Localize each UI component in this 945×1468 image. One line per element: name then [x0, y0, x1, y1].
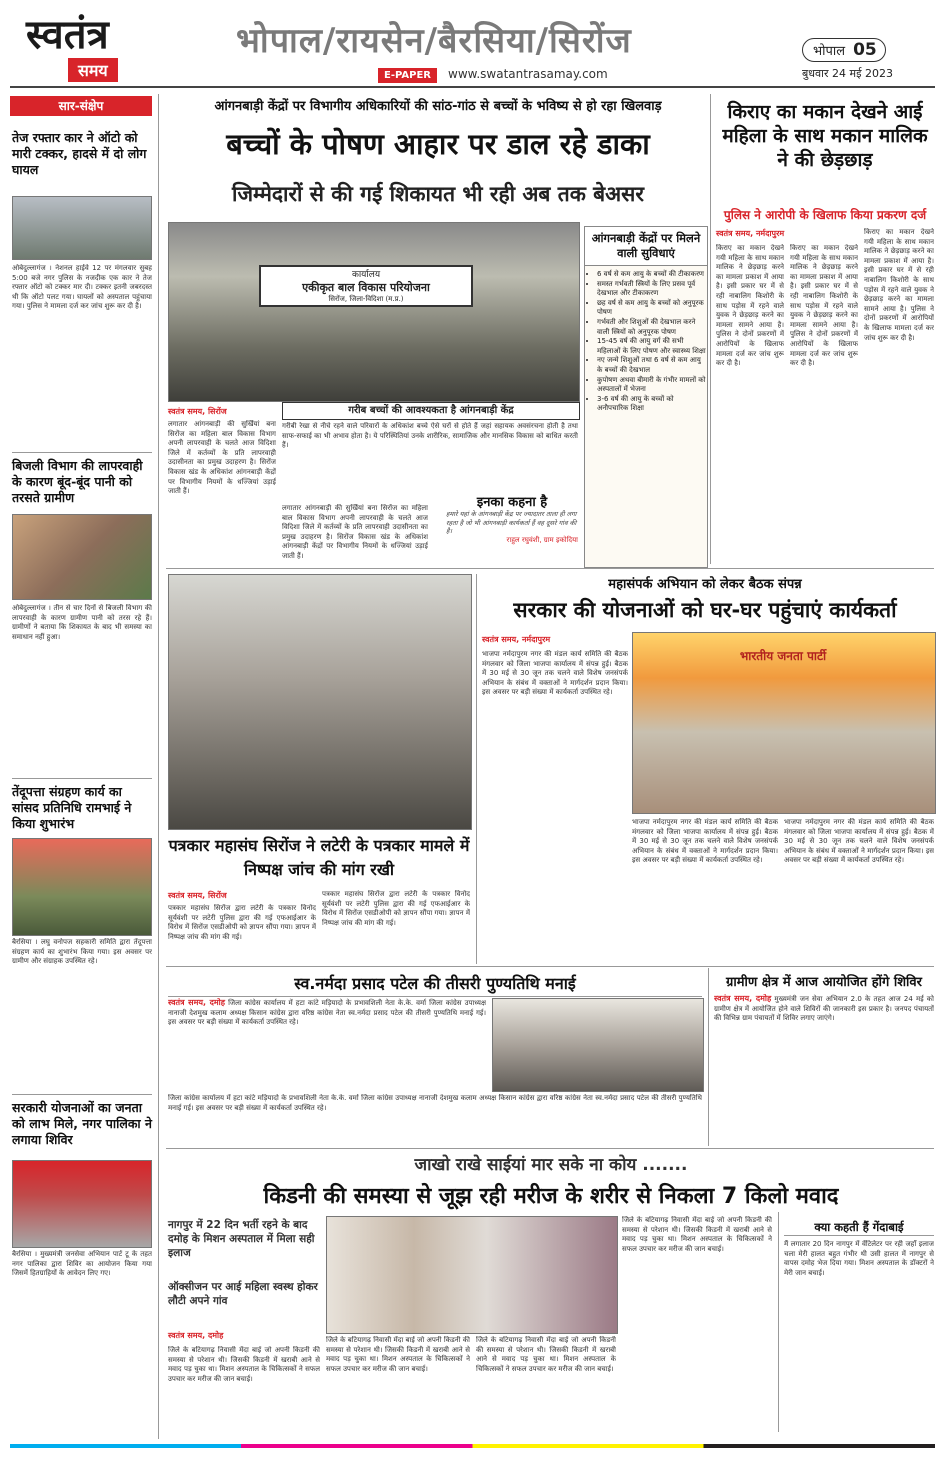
site-url[interactable]: www.swatantrasamay.com — [448, 67, 608, 81]
story6-byline: स्वतंत्र समय, दमोह — [714, 994, 772, 1003]
story2-subhead: पुलिस ने आरोपी के खिलाफ किया प्रकरण दर्ज — [723, 208, 927, 222]
sidebar-body-3: बैरसिया । लघु वनोपज सहकारी समिति द्वारा तेंदूपत्ता संग्रहण कार्य का शुभारंभ किया गया। इस अवसर पर ग्रामीण और संग्राहक उपस्थित रहे। — [12, 938, 152, 966]
sidebar-title: सार-संक्षेप — [10, 96, 152, 116]
sidebar-sep-3 — [12, 1094, 152, 1095]
facility-item: • समस्त गर्भवती स्त्रियों के लिए प्रसव पूर्व देखभाल और टीकाकरण — [597, 280, 707, 299]
story3-kicker: महासंपर्क अभियान को लेकर बैठक संपन्न — [608, 577, 802, 592]
story7-body-3: जिले के बटियागढ़ निवासी मेंदा बाई जो अपनी किडनी की समस्या से परेशान थी। जिसकी किडनी में खराबी आने से मवाद पड़ चुका था। मिशन अस्पताल के चिकित्सकों ने सफल उपचार कर मरीज की जान बचाई। — [476, 1336, 616, 1373]
print-color-bar — [10, 1444, 935, 1448]
story2-body-2: किराए का मकान देखने गयी महिला के साथ मकान मालिक ने छेड़छाड़ करने का मामला प्रकाश में आया है। इसी प्रकार घर में से रही नाबालिग किशोरी के साथ पड़ोस में रहने वाले युवक ने छेड़छाड़ करने का मामला सामने आया है। पुलिस ने दोनों प्रकरणों में आरोपियों के खिलाफ मामला दर्ज कर जांच शुरू कर दी है। — [790, 244, 858, 368]
date-line: बुधवार 24 मई 2023 — [802, 67, 893, 80]
story1-body-3: लगातार आंगनबाड़ी की सुर्खियां बना सिरोंज का महिला बाल विकास विभाग अपनी लापरवाही के चलते आज विदिशा जिले में कर्तव्यों के प्रति लापरवाही उदासीनता का प्रमुख उदाहरण है। सिरोंज विकास खंड के अधिकांश आंगनबाड़ी केंद्रों पर विभागीय नियमों के धज्जियां उड़ाई जाती हैं। — [282, 504, 428, 560]
story1-byline: स्वतंत्र समय, सिरोंज — [168, 407, 227, 416]
story5-body-2: जिला कांग्रेस कार्यालय में हटा कांटे मड़ियादो के प्रभावशिली नेता के.के. वर्मा जिला कांग्रेस उपाध्यक्ष नानाजी देशमुख कलाम अध्यक्ष किसान कांग्रेस द्वारा वरिष्ठ कांग्रेस नेता स्व.नर्मदा प्रसाद पटेल की तीसरी पुण्यतिथि मनाई गई। इस अवसर पर बड़ी संख्या में कार्यकर्ता उपस्थित रहे। — [168, 1094, 702, 1112]
facility-item: • नए जन्मे शिशुओं तथा 6 वर्ष से कम आयु के बच्चों की देखभाल — [597, 356, 707, 375]
story4-headline: पत्रकार महासंघ सिरोंज ने लटेरी के पत्रकार मामले में निष्पक्ष जांच की मांग रखी — [168, 836, 470, 879]
facility-item: • छह वर्ष से कम आयु के बच्चों को अनुपूरक पोषण — [597, 299, 707, 318]
quote-box — [446, 492, 578, 545]
sidebar-headline-3: तेंदूपत्ता संग्रहण कार्य का सांसद प्रतिनिधि रामभाई ने किया शुभारंभ — [12, 784, 132, 831]
story7-subhead-2: ऑक्सीजन पर आई महिला स्वस्थ होकर लौटी अपने गांव — [168, 1281, 318, 1307]
sidebar-body-2: ओबेदुल्लागंज । तीन से चार दिनों से बिजली विभाग की लापरवाही के कारण ग्रामीण पानी को तरस रहे हैं। ग्रामीणों ने बताया कि शिकायत के बाद भी समस्या का समाधान नहीं हुआ। — [12, 604, 152, 641]
region-title: भोपाल/रायसेन/बैरसिया/सिरोंज — [236, 21, 632, 61]
story1-headline: बच्चों के पोषण आहार पर डाल रहे डाका — [226, 127, 650, 161]
quote-title: इनका कहना है — [476, 495, 548, 510]
sidebar-headline-1: तेज रफ्तार कार ने ऑटो को मारी टक्कर, हादसे में दो लोग घायल — [12, 130, 147, 177]
sidebar-sep-2 — [12, 778, 152, 779]
story3-body-1: भाजपा नर्मदापुरम नगर की मंडल कार्य समिति की बैठक मंगलवार को जिला भाजपा कार्यालय में संपन्न हुई। बैठक में 30 मई से 30 जून तक चलने वाले विशेष जनसंपर्क अभियान के संबंध में वक्ताओं ने मार्गदर्शन प्रदान किया। इस अवसर पर बड़ी संख्या में कार्यकर्ता उपस्थित रहे। — [482, 650, 628, 697]
story2-headline: किराए का मकान देखने आई महिला के साथ मकान मालिक ने की छेड़छाड़ — [722, 101, 928, 171]
story7-kicker: जाखो राखे साईयां मार सके ना कोय ....... — [414, 1155, 688, 1175]
sign-main: एकीकृत बाल विकास परियोजना — [302, 281, 430, 294]
story3-body-3: भाजपा नर्मदापुरम नगर की मंडल कार्य समिति की बैठक मंगलवार को जिला भाजपा कार्यालय में संपन्न हुई। बैठक में 30 मई से 30 जून तक चलने वाले विशेष जनसंपर्क अभियान के संबंध में वक्ताओं ने मार्गदर्शन प्रदान किया। इस अवसर पर बड़ी संख्या में कार्यकर्ता उपस्थित रहे। — [784, 818, 934, 865]
page-number: 05 — [853, 40, 877, 60]
story5-byline: स्वतंत्र समय, दमोह — [168, 998, 225, 1007]
story6-text: मुख्यमंत्री जन सेवा अभियान 2.0 के तहत आज 24 मई को ग्रामीण क्षेत्र में आयोजित होने वाले शिविरों की जानकारी इस प्रकार है। जनपद पंचायतों की विभिन्न ग्राम पंचायतों में शिविर लगाए जाएंगे। — [714, 995, 934, 1023]
section-rule-1 — [166, 568, 934, 569]
section-rule-2 — [166, 966, 934, 967]
story3-photo — [632, 632, 936, 814]
story5-photo — [492, 998, 704, 1092]
sign-top: कार्यालय — [351, 270, 381, 280]
story5-body-1 — [168, 998, 486, 1090]
col-divider-right — [710, 94, 711, 564]
sidebar-photo-1 — [12, 196, 152, 260]
story7-photo — [326, 1216, 618, 1334]
section-rule-3 — [166, 1148, 934, 1149]
story1-subhead: जिम्मेदारों से की गई शिकायत भी रही अब तक बेअसर — [232, 182, 644, 206]
sidebar-photo-3 — [12, 838, 152, 936]
story6-headline: ग्रामीण क्षेत्र में आज आयोजित होंगे शिविर — [726, 975, 922, 990]
story1-body-2: गरीबी रेखा से नीचे रहने वाले परिवारों के अधिकांश बच्चे ऐसे घरों से होते हैं जहां सहायक अवसंरचना होती है तथा साफ-सफाई का भी अभाव होता है। ये परिस्थितियां उनके शारीरिक, सामाजिक और मानसिक विकास को बाधित करती हैं। — [282, 422, 578, 450]
story2-byline: स्वतंत्र समय, नर्मदापुरम — [716, 229, 785, 238]
facility-item: • कुपोषण अथवा बीमारी के गंभीर मामलों को अस्पतालों में भेजना — [597, 376, 707, 395]
story1-photo — [168, 222, 580, 402]
quote-by: राहुल रघुवंशी, ग्राम इकोदिया — [506, 535, 578, 544]
story7-side-body: मैं लगातार 20 दिन नागपुर में वेंटिलेटर पर रही जहाँ इलाज चला मेरी हालत बहुत गंभीर थी उसी हालत में नागपुर से वापस दमोह भेज दिया गया। मिशन अस्पताल के डॉक्टरों ने मेरी जान बचाई। — [784, 1240, 934, 1277]
story7-byline: स्वतंत्र समय, दमोह — [168, 1331, 224, 1340]
col-divider-bottom — [778, 1212, 779, 1432]
story7-side-title: क्या कहती हैं गेंदाबाई — [784, 1220, 934, 1236]
story3-byline: स्वतंत्र समय, नर्मदापुरम — [482, 635, 551, 644]
facilities-list — [585, 270, 707, 414]
story1-body-1: लगातार आंगनबाड़ी की सुर्खियां बना सिरोंज का महिला बाल विकास विभाग अपनी लापरवाही के चलते आज विदिशा जिले में कर्तव्यों के प्रति लापरवाही उदासीनता का प्रमुख उदाहरण है। सिरोंज विकास खंड के अधिकांश आंगनबाड़ी केंद्रों पर विभागीय नियमों के धज्जियां उड़ाई जाती हैं। — [168, 420, 276, 496]
sidebar-photo-2 — [12, 514, 152, 600]
facility-item: • 3-6 वर्ष की आयु के बच्चों को अनौपचारिक शिक्षा — [597, 395, 707, 414]
story3-headline: सरकार की योजनाओं को घर-घर पहुंचाएं कार्यकर्ता — [513, 598, 897, 622]
story4-byline: स्वतंत्र समय, सिरोंज — [168, 891, 227, 900]
story7-subhead-1: नागपुर में 22 दिन भर्ती रहने के बाद दमोह के मिशन अस्पताल में मिला सही इलाज — [168, 1219, 315, 1259]
quote-text: हमारे यहां के आंगनबाड़ी केंद्र पर ज्यादातर ताला ही लगा रहता है जो भी आंगनबाड़ी कार्यकर्ता हैं वह दूसरे गांव की है। — [446, 510, 577, 535]
sign-sub: सिरोंज, जिला-विदिशा (म.प्र.) — [328, 295, 404, 303]
story5-text: जिला कांग्रेस कार्यालय में हटा कांटे मड़ियादो के प्रभावशिली नेता के.के. वर्मा जिला कांग्रेस उपाध्यक्ष नानाजी देशमुख कलाम अध्यक्ष किसान कांग्रेस द्वारा वरिष्ठ कांग्रेस नेता स्व.नर्मदा प्रसाद पटेल की तीसरी पुण्यतिथि मनाई गई। इस अवसर पर बड़ी संख्या में कार्यकर्ता उपस्थित रहे। — [168, 999, 486, 1027]
epaper-badge: E-PAPER — [378, 68, 437, 83]
sidebar-body-1: ओबेदुल्लागंज । नेशनल हाईवे 12 पर मंगलवार सुबह 5:00 बजे नगर पुलिस के नजदीक एक कार ने तेज रफ्तार ऑटो को टक्कर मार दी। टक्कर इतनी जबरदस्त थी कि ऑटो पलट गया। घायलों को अस्पताल पहुंचाया गया। पुलिस ने मामला दर्ज कर जांच शुरू कर दी है। — [12, 264, 152, 311]
photo-signboard — [259, 265, 473, 307]
page-tag — [802, 38, 886, 62]
facilities-box — [584, 226, 708, 568]
logo-bottom: समय — [68, 58, 118, 82]
sidebar-photo-4 — [12, 1160, 152, 1248]
story2-body-3: किराए का मकान देखने गयी महिला के साथ मकान मालिक ने छेड़छाड़ करने का मामला प्रकाश में आया है। इसी प्रकार घर में से रही नाबालिग किशोरी के साथ पड़ोस में रहने वाले युवक ने छेड़छाड़ करने का मामला सामने आया है। पुलिस ने दोनों प्रकरणों में आरोपियों के खिलाफ मामला दर्ज कर जांच शुरू कर दी है। — [864, 228, 934, 342]
story3-body-2: भाजपा नर्मदापुरम नगर की मंडल कार्य समिति की बैठक मंगलवार को जिला भाजपा कार्यालय में संपन्न हुई। बैठक में 30 मई से 30 जून तक चलने वाले विशेष जनसंपर्क अभियान के संबंध में वक्ताओं ने मार्गदर्शन प्रदान किया। इस अवसर पर बड़ी संख्या में कार्यकर्ता उपस्थित रहे। — [632, 818, 778, 865]
sidebar-sep-1 — [12, 452, 152, 453]
facility-item: • 15-45 वर्ष की आयु वर्ग की सभी महिलाओं के लिए पोषण और स्वास्थ्य शिक्षा — [597, 337, 707, 356]
sidebar-divider — [158, 94, 159, 1439]
story4-photo — [168, 574, 472, 830]
story7-headline: किडनी की समस्या से जूझ रही मरीज के शरीर से निकला 7 किलो मवाद — [263, 1184, 839, 1209]
masthead-rule — [10, 86, 935, 88]
story4-body-1: पत्रकार महासंघ सिरोंज द्वारा लटेरी के पत्रकार विनोद सूर्यवंशी पर लटेरी पुलिस द्वारा की गई एफआईआर के विरोध में सिरोंज एसडीओपी को ज्ञापन सौंपा गया। ज्ञापन में निष्पक्ष जांच की मांग की गई। — [168, 904, 316, 941]
story6-body — [714, 994, 934, 1144]
story1-caption: गरीब बच्चों की आवश्यकता है आंगनबाड़ी केंद्र — [282, 402, 580, 420]
sidebar-headline-4: सरकारी योजनाओं का जनता को लाभ मिले, नगर पालिका ने लगाया शिविर — [12, 1100, 152, 1147]
sidebar-body-4: बैरसिया । मुख्यमंत्री जनसेवा अभियान पार्ट टू के तहत नगर पालिका द्वारा शिविर का आयोजन किया गया जिसमें हितग्राहियों के आवेदन लिए गए। — [12, 1250, 152, 1278]
facilities-title: आंगनबाड़ी केंद्रों पर मिलने वाली सुविधाएं — [585, 227, 707, 266]
sidebar-headline-2: बिजली विभाग की लापरवाही के कारण बूंद-बूंद पानी को तरसते ग्रामीण — [12, 458, 143, 505]
logo-top: स्वतंत्र — [26, 11, 109, 58]
banner-text: भारतीय जनता पार्टी — [739, 649, 827, 663]
story1-kicker: आंगनबाड़ी केंद्रों पर विभागीय अधिकारियों की सांठ-गांठ से बच्चों के भविष्य से हो रहा खिलवाड़ — [214, 99, 662, 114]
story7-body-1: जिले के बटियागढ़ निवासी मेंदा बाई जो अपनी किडनी की समस्या से परेशान थी। जिसकी किडनी में खराबी आने से मवाद पड़ चुका था। मिशन अस्पताल के चिकित्सकों ने सफल उपचार कर मरीज की जान बचाई। — [168, 1346, 320, 1383]
city-label: भोपाल — [813, 44, 846, 59]
col-divider-lower — [708, 968, 709, 1146]
facility-item: • 6 वर्ष से कम आयु के बच्चों की टीकाकरण — [597, 270, 707, 280]
facility-item: • गर्भवती और शिशुओं की देखभाल करने वाली स्त्रियों को अनुपूरक पोषण — [597, 318, 707, 337]
story5-headline: स्व.नर्मदा प्रसाद पटेल की तीसरी पुण्यतिथि मनाई — [168, 972, 702, 997]
col-divider-mid — [476, 574, 477, 964]
story7-body-4: जिले के बटियागढ़ निवासी मेंदा बाई जो अपनी किडनी की समस्या से परेशान थी। जिसकी किडनी में खराबी आने से मवाद पड़ चुका था। मिशन अस्पताल के चिकित्सकों ने सफल उपचार कर मरीज की जान बचाई। — [622, 1216, 772, 1253]
story2-body-1: किराए का मकान देखने गयी महिला के साथ मकान मालिक ने छेड़छाड़ करने का मामला प्रकाश में आया है। इसी प्रकार घर में से रही नाबालिग किशोरी के साथ पड़ोस में रहने वाले युवक ने छेड़छाड़ करने का मामला सामने आया है। पुलिस ने दोनों प्रकरणों में आरोपियों के खिलाफ मामला दर्ज कर जांच शुरू कर दी है। — [716, 244, 784, 368]
story7-body-2: जिले के बटियागढ़ निवासी मेंदा बाई जो अपनी किडनी की समस्या से परेशान थी। जिसकी किडनी में खराबी आने से मवाद पड़ चुका था। मिशन अस्पताल के चिकित्सकों ने सफल उपचार कर मरीज की जान बचाई। — [326, 1336, 470, 1373]
story4-body-2: पत्रकार महासंघ सिरोंज द्वारा लटेरी के पत्रकार विनोद सूर्यवंशी पर लटेरी पुलिस द्वारा की गई एफआईआर के विरोध में सिरोंज एसडीओपी को ज्ञापन सौंपा गया। ज्ञापन में निष्पक्ष जांच की मांग की गई। — [322, 890, 470, 927]
